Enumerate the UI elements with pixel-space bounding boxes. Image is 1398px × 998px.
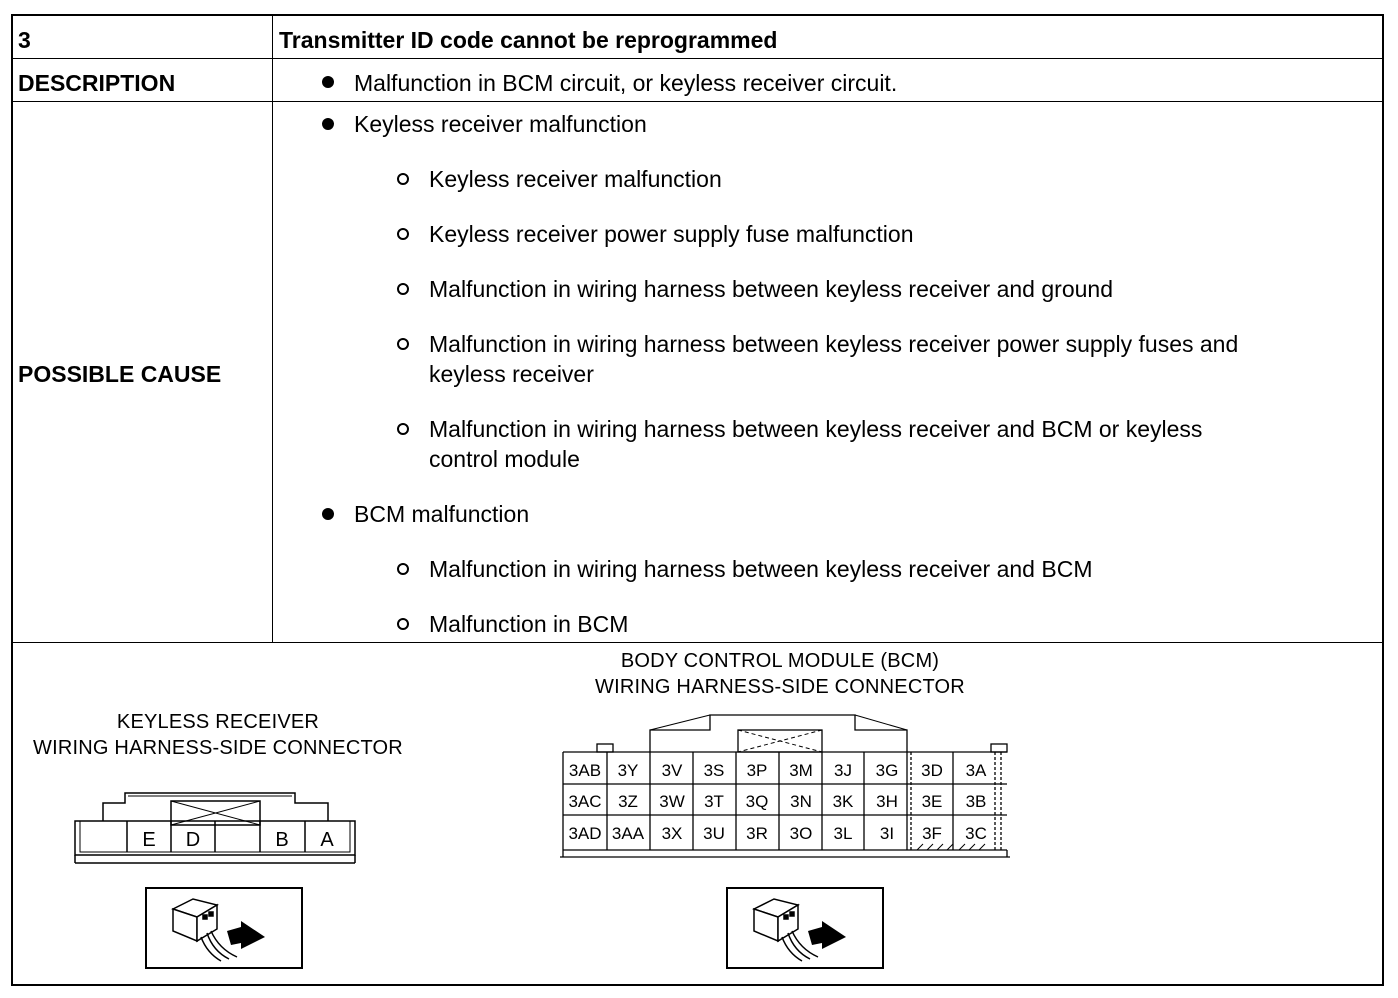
bcm-pin-label: 3S bbox=[703, 761, 725, 780]
bullet-icon bbox=[322, 118, 334, 130]
keyless-pin-label: E bbox=[142, 829, 156, 851]
bcm-connector-title-1: BODY CONTROL MODULE (BCM) bbox=[620, 650, 940, 672]
keyless-pin-label: B bbox=[275, 829, 289, 851]
bcm-pin-label: 3N bbox=[790, 792, 812, 811]
cause-item: Malfunction in wiring harness between keyless receiver power supply fuses and bbox=[429, 331, 1239, 357]
cause-item: Malfunction in wiring harness between keyless receiver and BCM bbox=[429, 556, 1093, 582]
circle-bullet-icon bbox=[397, 618, 409, 630]
bcm-pin-label: 3L bbox=[833, 824, 853, 843]
bcm-pin-label: 3AD bbox=[568, 824, 602, 843]
bcm-pin-label: 3I bbox=[879, 824, 895, 843]
bcm-pin-label: 3J bbox=[834, 761, 852, 780]
cause-item-continuation: control module bbox=[429, 446, 580, 472]
circle-bullet-icon bbox=[397, 228, 409, 240]
bcm-pin-label: 3H bbox=[876, 792, 898, 811]
step-title: Transmitter ID code cannot be reprogrammed bbox=[279, 27, 778, 53]
cause-item: Malfunction in wiring harness between keyless receiver and ground bbox=[429, 276, 1113, 302]
circle-bullet-icon bbox=[397, 173, 409, 185]
bcm-connector-title-2: WIRING HARNESS-SIDE CONNECTOR bbox=[595, 676, 965, 698]
cause-item-continuation: keyless receiver bbox=[429, 361, 594, 387]
bcm-pin-label: 3B bbox=[965, 792, 987, 811]
circle-bullet-icon bbox=[397, 563, 409, 575]
bcm-pin-label: 3G bbox=[875, 761, 899, 780]
circle-bullet-icon bbox=[397, 283, 409, 295]
keyless-pin-label: A bbox=[320, 829, 334, 851]
step-number: 3 bbox=[18, 27, 31, 53]
bullet-icon bbox=[322, 76, 334, 88]
bcm-pin-label: 3A bbox=[965, 761, 987, 780]
keyless-connector-drawing bbox=[70, 775, 365, 870]
column-divider bbox=[272, 16, 273, 643]
cause-item: Malfunction in wiring harness between keyless receiver and BCM or keyless bbox=[429, 416, 1203, 442]
cause-group-title: Keyless receiver malfunction bbox=[354, 111, 647, 137]
bcm-pin-label: 3U bbox=[703, 824, 725, 843]
bcm-connector-drawing bbox=[555, 700, 1020, 865]
bcm-pin-label: 3E bbox=[921, 792, 943, 811]
bcm-pin-label: 3Y bbox=[617, 761, 639, 780]
circle-bullet-icon bbox=[397, 423, 409, 435]
description-item: Malfunction in BCM circuit, or keyless receiver circuit. bbox=[354, 70, 898, 96]
bcm-pin-label: 3R bbox=[746, 824, 768, 843]
bcm-pin-label: 3P bbox=[746, 761, 768, 780]
bcm-pin-label: 3K bbox=[832, 792, 854, 811]
keyless-connector-title-1: KEYLESS RECEIVER bbox=[116, 711, 320, 733]
cause-item: Malfunction in BCM bbox=[429, 611, 629, 637]
keyless-connector-title-2: WIRING HARNESS-SIDE CONNECTOR bbox=[33, 737, 403, 759]
bcm-pin-label: 3T bbox=[704, 792, 724, 811]
bcm-pin-label: 3D bbox=[921, 761, 943, 780]
bcm-pin-label: 3V bbox=[661, 761, 683, 780]
bcm-pin-label: 3Q bbox=[745, 792, 769, 811]
bcm-pin-label: 3F bbox=[922, 824, 942, 843]
row-divider bbox=[13, 642, 1382, 643]
bcm-pin-label: 3AC bbox=[568, 792, 602, 811]
keyless-pin-label: D bbox=[185, 829, 201, 851]
bcm-pin-label: 3X bbox=[661, 824, 683, 843]
harness-side-view-icon bbox=[145, 887, 303, 969]
bcm-pin-label: 3O bbox=[789, 824, 813, 843]
bcm-pin-label: 3AA bbox=[611, 824, 645, 843]
cause-item: Keyless receiver power supply fuse malfunction bbox=[429, 221, 914, 247]
description-label: DESCRIPTION bbox=[18, 70, 176, 96]
bcm-pin-label: 3Z bbox=[618, 792, 638, 811]
bcm-pin-label: 3W bbox=[659, 792, 685, 811]
bcm-pin-label: 3AB bbox=[568, 761, 602, 780]
circle-bullet-icon bbox=[397, 338, 409, 350]
bullet-icon bbox=[322, 508, 334, 520]
cause-group-title: BCM malfunction bbox=[354, 501, 530, 527]
possible-cause-label: POSSIBLE CAUSE bbox=[18, 361, 222, 387]
bcm-pin-label: 3C bbox=[965, 824, 987, 843]
row-divider bbox=[13, 101, 1382, 102]
bcm-pin-label: 3M bbox=[789, 761, 813, 780]
row-divider bbox=[13, 58, 1382, 59]
harness-side-view-icon bbox=[726, 887, 884, 969]
cause-item: Keyless receiver malfunction bbox=[429, 166, 722, 192]
